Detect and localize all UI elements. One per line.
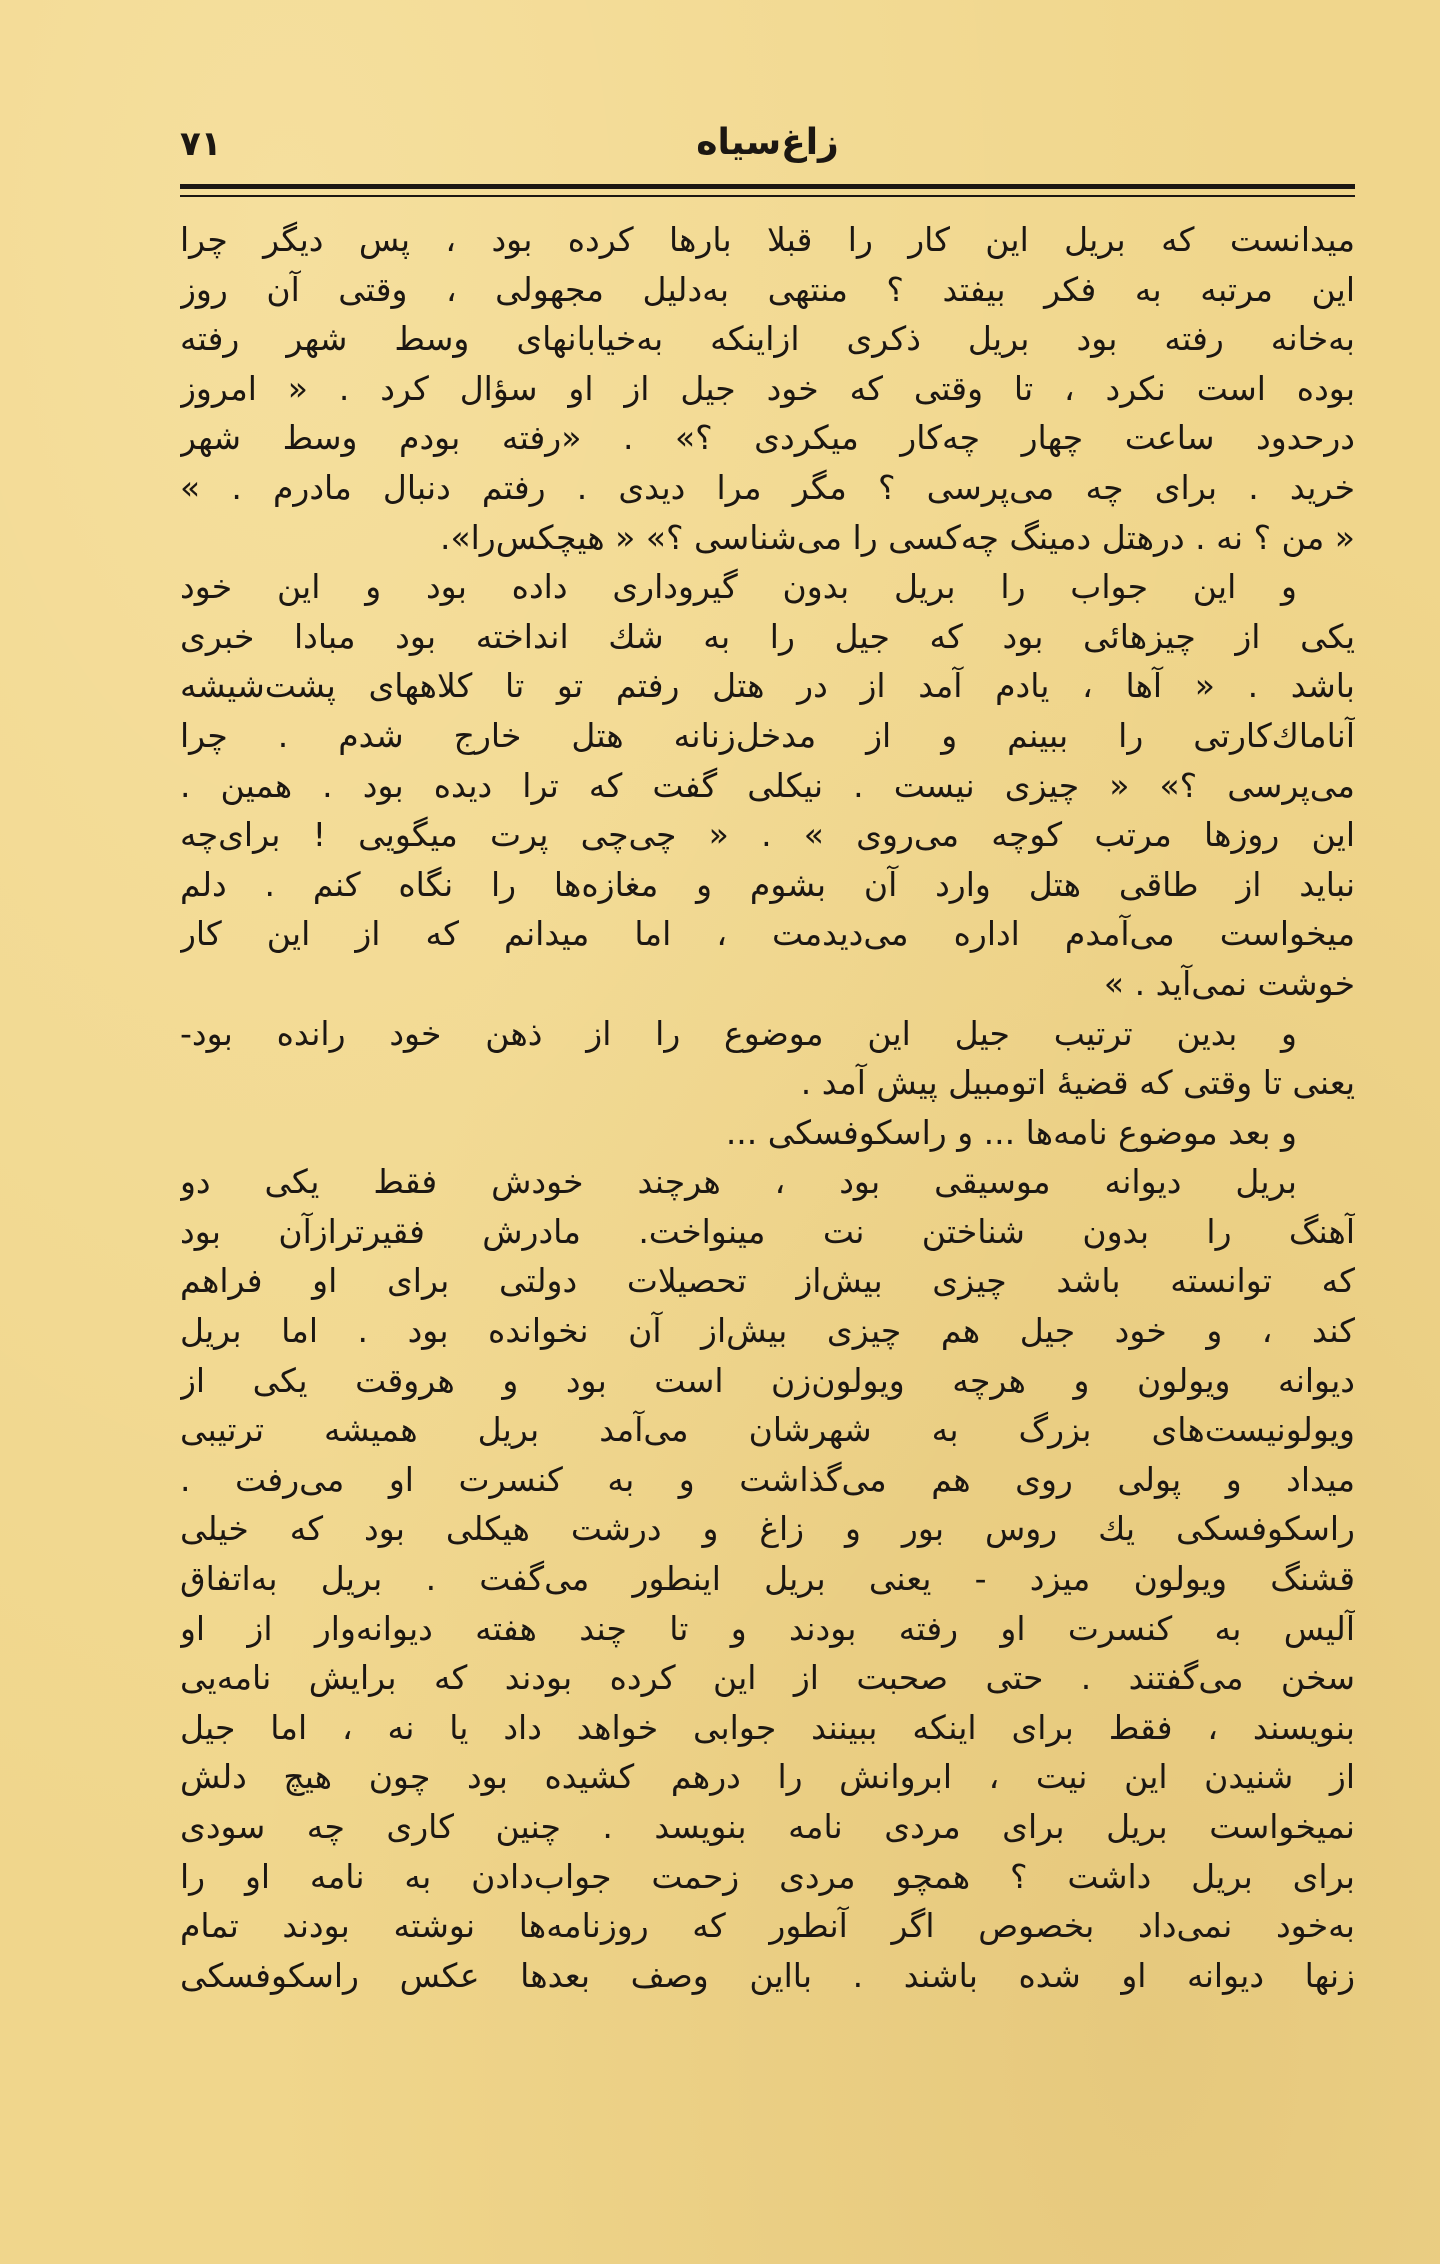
text-line: درحدود ساعت چهار چه‌کار میکردی ؟» . «رفته بودم وسط شهر bbox=[180, 418, 1355, 458]
text-line: بنویسند ، فقط برای اینکه ببینند جوابی خواهد داد یا نه ، اما جیل bbox=[180, 1707, 1355, 1747]
text-line: باشد . « آها ، یادم آمد از در هتل رفتم تو تا کلاههای پشت‌شیشه bbox=[180, 666, 1355, 706]
text-line: که توانسته باشد چیزی بیش‌از تحصیلات دولتی برای او فراهم bbox=[180, 1261, 1355, 1301]
text-line: کند ، و خود جیل هم چیزی بیش‌از آن نخوانده بود . اما بریل bbox=[180, 1311, 1355, 1351]
text-line: این روزها مرتب کوچه می‌روی » . « چی‌چی پرت میگویی ! برای‌چه bbox=[180, 815, 1355, 855]
text-line: نمیخواست بریل برای مردی نامه بنویسد . چنین کاری چه سودی bbox=[180, 1807, 1355, 1846]
text-line: قشنگ ویولون میزد - یعنی بریل اینطور می‌گفت . بریل به‌اتفاق bbox=[180, 1559, 1355, 1599]
text-line: دیوانه ویولون و هرچه ویولون‌زن است بود و هروقت یکی از bbox=[180, 1360, 1355, 1400]
text-line: سخن می‌گفتند . حتی صحبت از این کرده بودند که برایش نامه‌یی bbox=[180, 1658, 1355, 1698]
text-line: زنها دیوانه او شده باشند . بااین وصف بعدها عکس راسکوفسکی bbox=[180, 1955, 1355, 1995]
text-line: از شنیدن این نیت ، ابروانش را درهم کشیده بود چون هیچ دلش bbox=[180, 1757, 1355, 1797]
text-line: آلیس به کنسرت او رفته بودند و تا چند هفته دیوانه‌وار از او bbox=[180, 1608, 1355, 1648]
text-line: و بدین ترتیب جیل این موضوع را از ذهن خود رانده بود- bbox=[180, 1013, 1297, 1053]
text-line: نباید از طاقی هتل وارد آن بشوم و مغازه‌ها را نگاه کنم . دلم bbox=[180, 864, 1355, 904]
text-line: به‌خود نمی‌داد بخصوص اگر آنطور که روزنامه‌ها نوشته بودند تمام bbox=[180, 1906, 1355, 1946]
text-line: برای بریل داشت ؟ همچو مردی زحمت جواب‌دادن به نامه او را bbox=[180, 1856, 1355, 1896]
page-number: ۷۱ bbox=[180, 124, 222, 164]
text-line: این مرتبه به فکر بیفتد ؟ منتهی به‌دلیل مجهولی ، وقتی آن روز bbox=[180, 269, 1355, 309]
text-line: خوشت نمی‌آید . » bbox=[1103, 963, 1355, 1003]
text-line: و بعد موضوع نامه‌ها ... و راسکوفسکی ... bbox=[725, 1112, 1297, 1152]
text-line: و این جواب را بریل بدون گیروداری داده بود و این خود bbox=[180, 567, 1297, 607]
running-title: زاغ‌سیاه bbox=[696, 122, 839, 163]
text-line: « من ؟ نه . درهتل دمینگ چه‌کسی را می‌شناسی ؟» « هیچکس‌را». bbox=[439, 517, 1355, 557]
text-line: یعنی تا وقتی که قضیهٔ اتومبیل پیش آمد . bbox=[800, 1063, 1355, 1103]
header-rule-thick bbox=[180, 184, 1355, 189]
text-line: میخواست می‌آمدم اداره می‌دیدمت ، اما میدانم که از این کار bbox=[180, 914, 1355, 954]
text-line: آهنگ را بدون شناختن نت مینواخت. مادرش فقیرتراز‌آن بود bbox=[180, 1211, 1355, 1251]
header-rule-thin bbox=[180, 195, 1355, 197]
text-line: ویولونیست‌های بزرگ به شهرشان می‌آمد بریل همیشه ترتیبی bbox=[180, 1410, 1355, 1450]
text-line: خرید . برای چه می‌پرسی ؟ مگر مرا دیدی . رفتم دنبال مادرم . » bbox=[180, 467, 1355, 507]
body-text bbox=[180, 215, 1355, 2000]
text-line: میداد و پولی روی هم می‌گذاشت و به کنسرت او می‌رفت . bbox=[180, 1459, 1355, 1499]
text-line: آناماك‌کارتی را ببینم و از مدخل‌زنانه هتل خارج شدم . چرا bbox=[180, 715, 1355, 755]
text-line: بریل دیوانه موسیقی بود ، هرچند خودش فقط یکی دو bbox=[180, 1162, 1297, 1202]
text-line: بوده است نکرد ، تا وقتی که خود جیل از او سؤال کرد . « امروز bbox=[180, 368, 1355, 408]
text-line: به‌خانه رفته بود بریل ذکری ازاینکه به‌خیابانهای وسط شهر رفته bbox=[180, 319, 1355, 359]
text-line: یکی از چیزهائی بود که جیل را به شك انداخته بود مبادا خبری bbox=[180, 616, 1355, 656]
text-line: راسکوفسکی یك روس بور و زاغ و درشت هیکلی بود که خیلی bbox=[180, 1509, 1355, 1549]
text-line: میدانست که بریل این کار را قبلا بارها کرده بود ، پس دیگر چرا bbox=[180, 220, 1355, 259]
text-line: می‌پرسی ؟» « چیزی نیست . نیکلی گفت که ترا دیده بود . همین . bbox=[180, 765, 1355, 805]
page-header bbox=[180, 118, 1355, 178]
